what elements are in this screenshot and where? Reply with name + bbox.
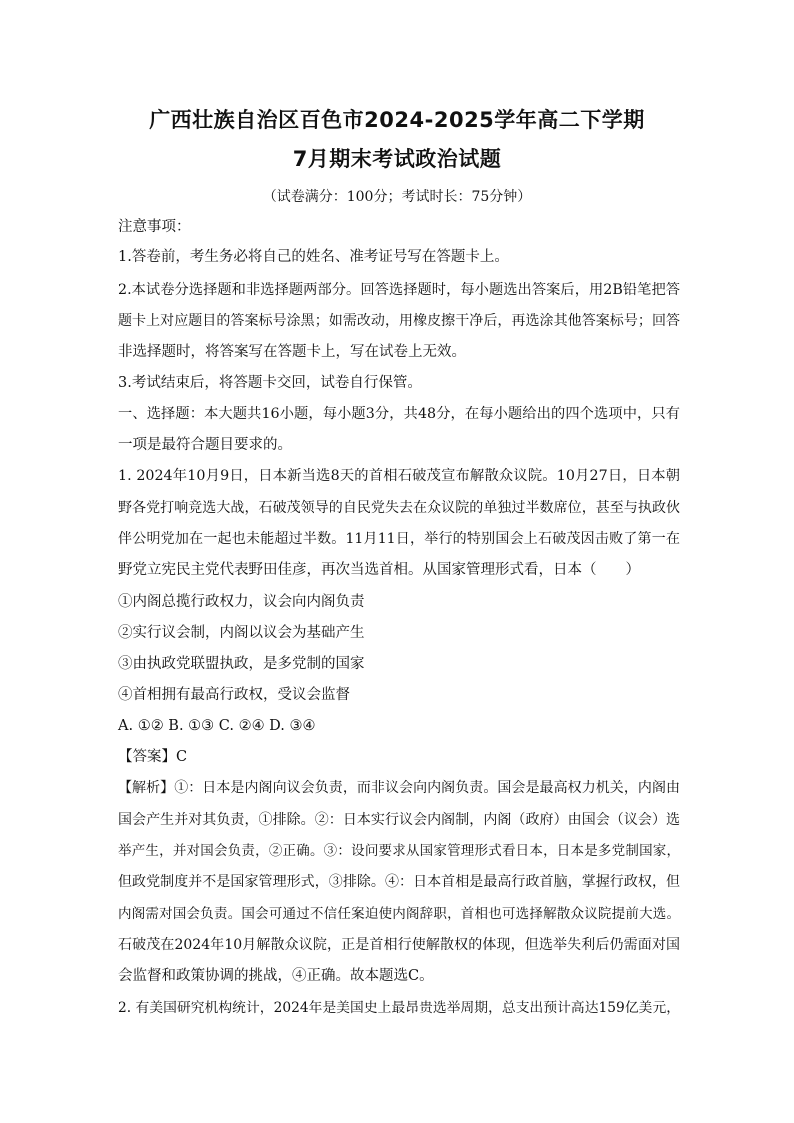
page-title-line1: 广西壮族自治区百色市2024-2025学年高二下学期 bbox=[149, 108, 645, 132]
q1-stem-line1: 1. 2024年10月9日，日本新当选8天的首相石破茂宣布解散众议院。10月27日，日本朝 bbox=[118, 468, 680, 484]
q1-choices: A. ①② B. ①③ C. ②④ D. ③④ bbox=[118, 718, 316, 734]
q1-answer: 【答案】C bbox=[118, 749, 188, 765]
q1-option-3: ③由执政党联盟执政，是多党制的国家 bbox=[118, 656, 365, 672]
section-heading-line2: 一项是最符合题目要求的。 bbox=[118, 437, 292, 453]
q1-explanation-line7: 会监督和政策协调的挑战，④正确。故本题选C。 bbox=[118, 968, 434, 984]
note-3: 3.考试结束后，将答题卡交回，试卷自行保管。 bbox=[118, 375, 422, 391]
note-2-line3: 非选择题时，将答案写在答题卡上，写在试卷上无效。 bbox=[118, 344, 466, 360]
q1-explanation-line5: 内阁需对国会负责。国会可通过不信任案迫使内阁辞职，首相也可选择解散众议院提前大选。 bbox=[118, 906, 680, 922]
q1-option-4: ④首相拥有最高行政权，受议会监督 bbox=[118, 687, 350, 703]
q1-option-1: ①内阁总揽行政权力，议会向内阁负责 bbox=[118, 594, 365, 610]
q1-explanation-line6: 石破茂在2024年10月解散众议院，正是首相行使解散权的体现，但选举失利后仍需面对国 bbox=[118, 937, 680, 953]
q1-explanation-line3: 举产生，并对国会负责，②正确。③：设问要求从国家管理形式看日本，日本是多党制国家， bbox=[118, 843, 680, 859]
exam-info: （试卷满分：100分；考试时长：75分钟） bbox=[262, 189, 532, 205]
q2-stem-line1: 2. 有美国研究机构统计，2024年是美国史上最昂贵选举周期，总支出预计高达159亿美元， bbox=[118, 1000, 680, 1016]
q1-option-2: ②实行议会制，内阁以议会为基础产生 bbox=[118, 625, 365, 641]
q1-stem-line2: 野各党打响竞选大战，石破茂领导的自民党失去在众议院的单独过半数席位，甚至与执政伙 bbox=[118, 500, 680, 516]
note-1: 1.答卷前，考生务必将自己的姓名、准考证号写在答题卡上。 bbox=[118, 249, 509, 265]
q1-explanation-line1: 【解析】①：日本是内阁向议会负责，而非议会向内阁负责。国会是最高权力机关，内阁由 bbox=[118, 780, 680, 796]
q1-explanation-line2: 国会产生并对其负责，①排除。②：日本实行议会内阁制，内阁（政府）由国会（议会）选 bbox=[118, 812, 680, 828]
page-title-line2: 7月期末考试政治试题 bbox=[292, 147, 502, 171]
q1-explanation-line4: 但政党制度并不是国家管理形式，③排除。④：日本首相是最高行政首脑，掌握行政权，但 bbox=[118, 874, 680, 890]
note-2-line1: 2.本试卷分选择题和非选择题两部分。回答选择题时，每小题选出答案后，用2B铅笔把答 bbox=[118, 282, 680, 298]
q1-stem-line4: 野党立宪民主党代表野田佳彦，再次当选首相。从国家管理形式看，日本（ ） bbox=[118, 562, 640, 578]
notes-heading: 注意事项： bbox=[118, 219, 191, 235]
q1-stem-line3: 伴公明党加在一起也未能超过半数。11月11日，举行的特别国会上石破茂因击败了第一在 bbox=[118, 531, 680, 547]
section-heading-line1: 一、选择题：本大题共16小题，每小题3分，共48分，在每小题给出的四个选项中，只有 bbox=[118, 406, 680, 422]
note-2-line2: 题卡上对应题目的答案标号涂黑；如需改动，用橡皮擦干净后，再选涂其他答案标号；回答 bbox=[118, 313, 680, 329]
